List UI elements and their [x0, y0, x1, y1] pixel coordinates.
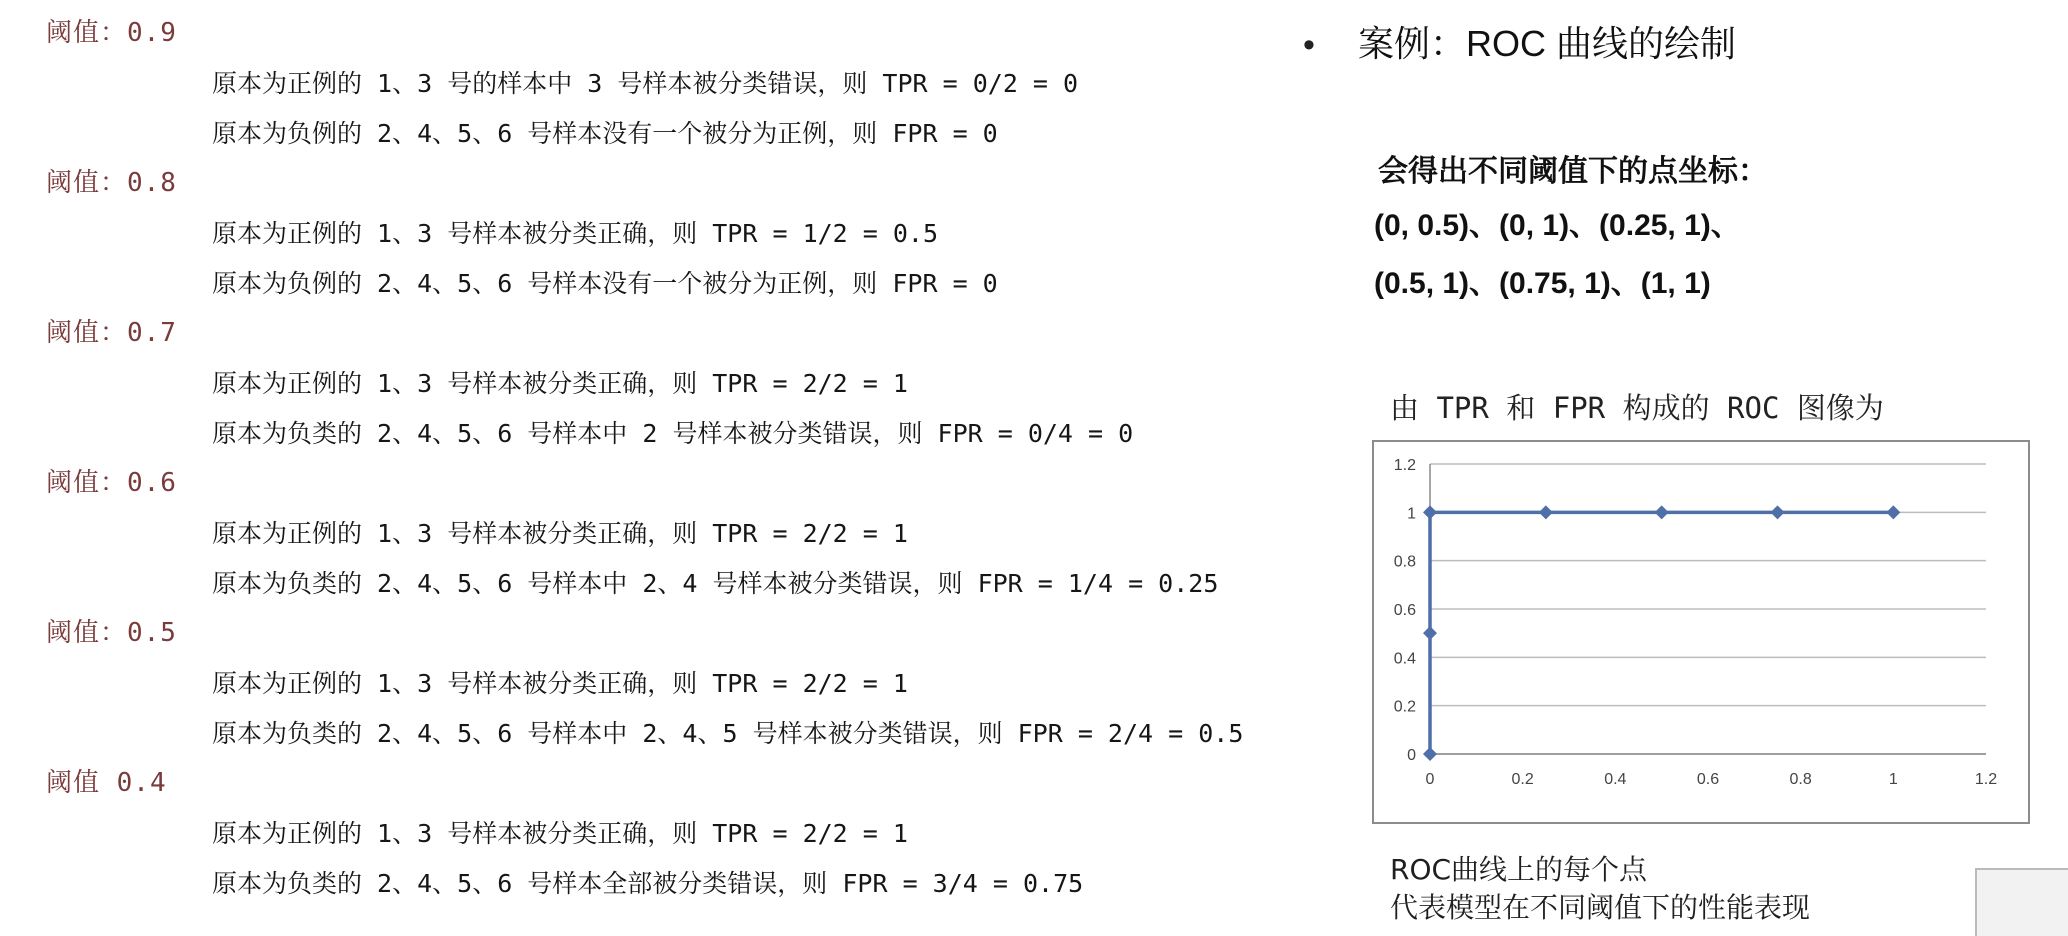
y-tick-label: 0.4: [1393, 650, 1416, 668]
coordinates-line-2: (0.5, 1)、(0.75, 1)、(1, 1): [1374, 267, 1711, 300]
x-tick-label: 1.2: [1974, 771, 1998, 788]
case-title: 案例：ROC 曲线的绘制: [1358, 23, 1737, 64]
roc-point-marker: [1886, 505, 1900, 519]
threshold-label: 阈值：0.7: [46, 318, 177, 348]
threshold-label: 阈值：0.9: [46, 18, 177, 48]
coordinates-intro: 会得出不同阈值下的点坐标：: [1378, 155, 1768, 188]
x-tick-label: 0: [1425, 771, 1435, 788]
y-tick-label: 1.2: [1393, 457, 1416, 474]
note-line-2: 代表模型在不同阈值下的性能表现: [1390, 891, 1811, 924]
roc-point-marker: [1655, 505, 1669, 519]
roc-caption: 由 TPR 和 FPR 构成的 ROC 图像为: [1390, 391, 1884, 425]
y-tick-label: 0.2: [1393, 698, 1416, 716]
y-tick-label: 0: [1407, 747, 1416, 764]
bullet-icon: •: [1303, 26, 1315, 64]
fpr-explanation: 原本为负类的 2、4、5、6 号样本中 2 号样本被分类错误，则 FPR = 0/4 = 0: [212, 419, 1134, 448]
roc-chart-svg: [1374, 442, 2028, 822]
y-tick-label: 0.8: [1393, 553, 1416, 571]
x-tick-label: 1: [1888, 771, 1898, 788]
tpr-explanation: 原本为正例的 1、3 号样本被分类正确，则 TPR = 2/2 = 1: [212, 819, 908, 848]
roc-curve-line: [1430, 512, 1893, 754]
roc-point-marker: [1423, 505, 1437, 519]
video-thumbnail: [1975, 868, 2068, 936]
fpr-explanation: 原本为负例的 2、4、5、6 号样本没有一个被分为正例，则 FPR = 0: [212, 269, 998, 298]
roc-point-marker: [1539, 505, 1553, 519]
roc-point-marker: [1423, 626, 1437, 640]
tpr-explanation: 原本为正例的 1、3 号样本被分类正确，则 TPR = 2/2 = 1: [212, 369, 908, 398]
coordinates-line-1: (0, 0.5)、(0, 1)、(0.25, 1)、: [1374, 209, 1741, 242]
x-tick-label: 0.6: [1696, 771, 1720, 788]
x-tick-label: 0.8: [1789, 771, 1812, 788]
tpr-explanation: 原本为正例的 1、3 号样本被分类正确，则 TPR = 1/2 = 0.5: [212, 219, 939, 248]
x-tick-label: 0.2: [1511, 771, 1534, 788]
roc-chart: [1372, 440, 2030, 824]
tpr-explanation: 原本为正例的 1、3 号样本被分类正确，则 TPR = 2/2 = 1: [212, 669, 908, 698]
fpr-explanation: 原本为负类的 2、4、5、6 号样本全部被分类错误，则 FPR = 3/4 = 0.75: [212, 869, 1084, 898]
fpr-explanation: 原本为负例的 2、4、5、6 号样本没有一个被分为正例，则 FPR = 0: [212, 119, 998, 148]
tpr-explanation: 原本为正例的 1、3 号的样本中 3 号样本被分类错误，则 TPR = 0/2 = 0: [212, 69, 1079, 98]
tpr-explanation: 原本为正例的 1、3 号样本被分类正确，则 TPR = 2/2 = 1: [212, 519, 908, 548]
roc-point-marker: [1423, 747, 1437, 761]
threshold-label: 阈值：0.5: [46, 618, 177, 648]
y-tick-label: 1: [1407, 505, 1416, 523]
y-tick-label: 0.6: [1393, 602, 1416, 619]
threshold-label: 阈值：0.6: [46, 468, 177, 498]
x-tick-label: 0.4: [1604, 771, 1627, 788]
note-line-1: ROC曲线上的每个点: [1390, 853, 1648, 886]
fpr-explanation: 原本为负类的 2、4、5、6 号样本中 2、4 号样本被分类错误，则 FPR = 1/4 = 0.25: [212, 569, 1219, 598]
threshold-label: 阈值 0.4: [46, 768, 167, 798]
fpr-explanation: 原本为负类的 2、4、5、6 号样本中 2、4、5 号样本被分类错误，则 FPR = 2/4 = 0.5: [212, 719, 1244, 748]
threshold-label: 阈值：0.8: [46, 168, 177, 198]
roc-point-marker: [1771, 505, 1785, 519]
